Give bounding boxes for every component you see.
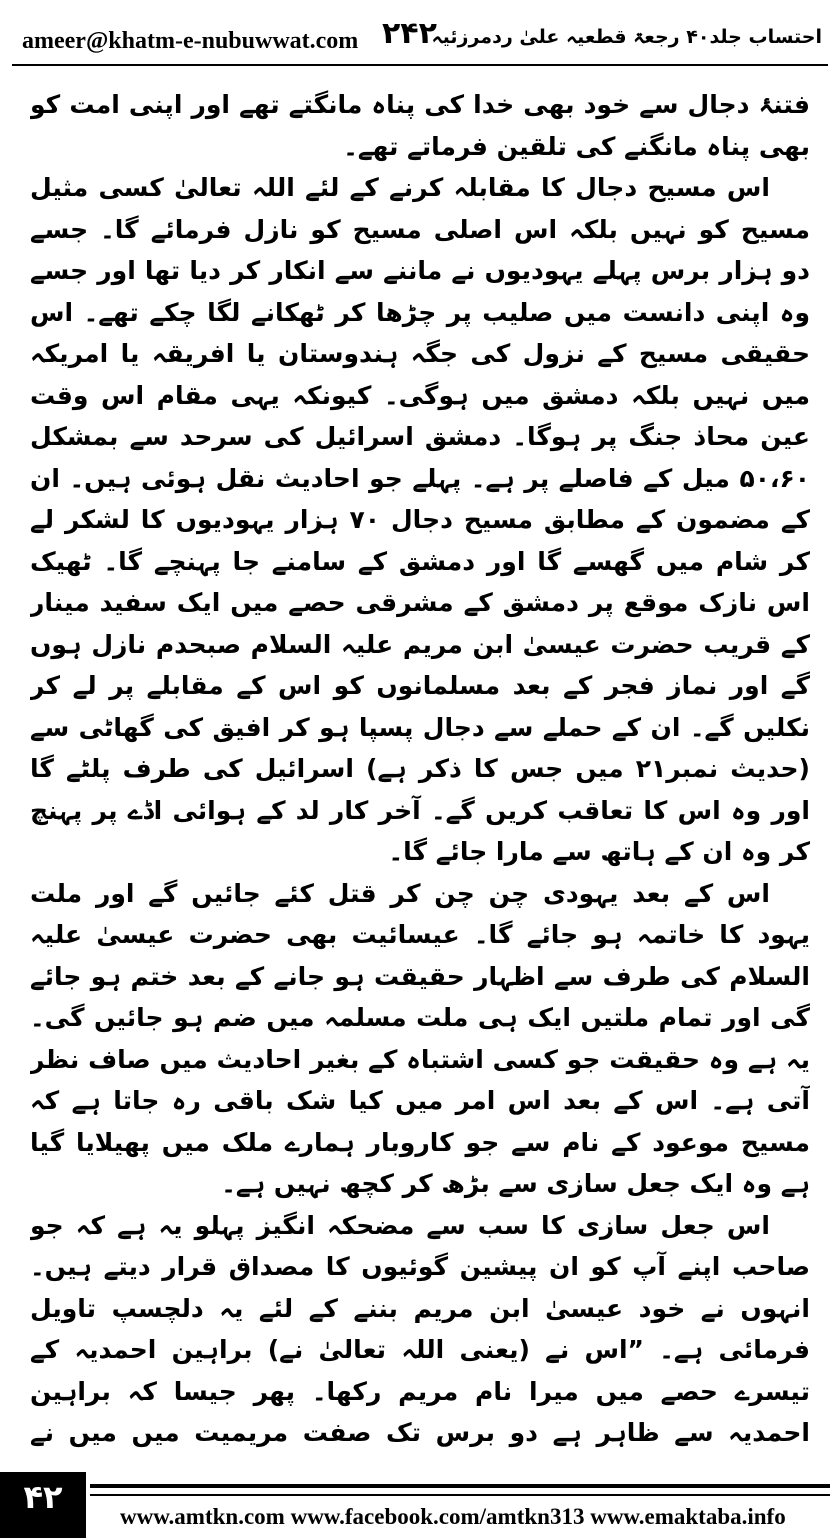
footer-links[interactable]: www.amtkn.com www.facebook.com/amtkn313 www.emaktaba.info (120, 1504, 786, 1529)
body-paragraph: اس جعل سازی کا سب سے مضحکہ انگیز پہلو یہ ہے کہ جو صاحب اپنے آپ کو ان پیشین گوئیوں کا مصداق قرار دیتے ہیں۔ انہوں نے خود عیسیٰ ابن مریم بننے کے لئے یہ دلچسپ تاویل فرمائی ہے۔ ”اس نے (یعنی اللہ تعالیٰ نے) براہین احمدیہ کے تیسرے حصے میں میرا نام مریم رکھا۔ پھر جیسا کہ براہین احمدیہ سے ظاہر ہے دو برس تک صفت مریمیت میں میں نے (30, 1210, 810, 1447)
footer-divider-thick (90, 1484, 830, 1488)
page-body (30, 84, 810, 1454)
header-divider (12, 64, 828, 66)
header-volume-title: احتساب جلد۴۰ رجعۃ قطعیہ علیٰ ردمرزئیہ (431, 26, 822, 48)
page-header (12, 8, 828, 70)
page-footer (0, 1470, 840, 1540)
body-paragraph: فتنۂ دجال سے خود بھی خدا کی پناہ مانگتے تھے اور اپنی امت کو بھی پناہ مانگنے کی تلقین فرماتے تھے۔ (30, 90, 810, 161)
body-paragraph: اس کے بعد یہودی چن چن کر قتل کئے جائیں گے اور ملت یہود کا خاتمہ ہو جائے گا۔ عیسائیت بھی حضرت عیسیٰ علیہ السلام کی طرف سے اظہار حقیقت ہو جانے کے بعد ختم ہو جائے گی اور تمام ملتیں ایک ہی ملت مسلمہ میں ضم ہو جائیں گی۔ یہ ہے وہ حقیقت جو کسی اشتباہ کے بغیر احادیث میں صاف نظر آتی ہے۔ اس کے بعد اس امر میں کیا شک باقی رہ جاتا ہے کہ مسیح موعود کے نام سے جو کاروبار ہمارے ملک میں پھیلایا گیا ہے وہ ایک جعل سازی سے بڑھ کر کچھ نہیں ہے۔ (30, 878, 810, 1198)
footer-page-number: ۴۲ (0, 1472, 86, 1538)
header-page-number: ۲۴۲ (382, 16, 437, 51)
body-paragraph: اس مسیح دجال کا مقابلہ کرنے کے لئے اللہ تعالیٰ کسی مثیل مسیح کو نہیں بلکہ اس اصلی مسیح کو نازل فرمائے گا۔ جسے دو ہزار برس پہلے یہودیوں نے ماننے سے انکار کر دیا تھا اور جسے وہ اپنی دانست میں صلیب پر چڑھا کر ٹھکانے لگا چکے تھے۔ اس حقیقی مسیح کے نزول کی جگہ ہندوستان یا افریقہ یا امریکہ میں نہیں بلکہ دمشق میں ہوگی۔ کیونکہ یہی مقام اس وقت عین محاذ جنگ پر ہوگا۔ دمشق اسرائیل کی سرحد سے بمشکل ۵۰،۶۰ میل کے فاصلے پر ہے۔ پہلے جو احادیث نقل ہوئی ہیں۔ ان کے مضمون کے مطابق مسیح دجال ۷۰ ہزار یہودیوں کا لشکر لے کر شام میں گھسے گا اور دمشق کے سامنے جا پہنچے گا۔ ٹھیک اس نازک موقع پر دمشق کے مشرقی حصے میں ایک سفید مینار کے قریب حضرت عیسیٰ ابن مریم علیہ السلام صبحدم نازل ہوں گے اور نماز فجر کے بعد مسلمانوں کو اس کے مقابلے پر لے کر نکلیں گے۔ ان کے حملے سے دجال پسپا ہو کر افیق کی گھاٹی سے (حدیث نمبر۲۱ میں جس کا ذکر ہے) اسرائیل کی طرف پلٹے گا اور وہ اس کا تعاقب کریں گے۔ آخر کار لد کے ہوائی اڈے پر پہنچ کر وہ ان کے ہاتھ سے مارا جائے گا۔ (30, 173, 810, 866)
header-email: ameer@khatm-e-nubuwwat.com (22, 28, 359, 54)
footer-divider-thin (90, 1494, 830, 1496)
